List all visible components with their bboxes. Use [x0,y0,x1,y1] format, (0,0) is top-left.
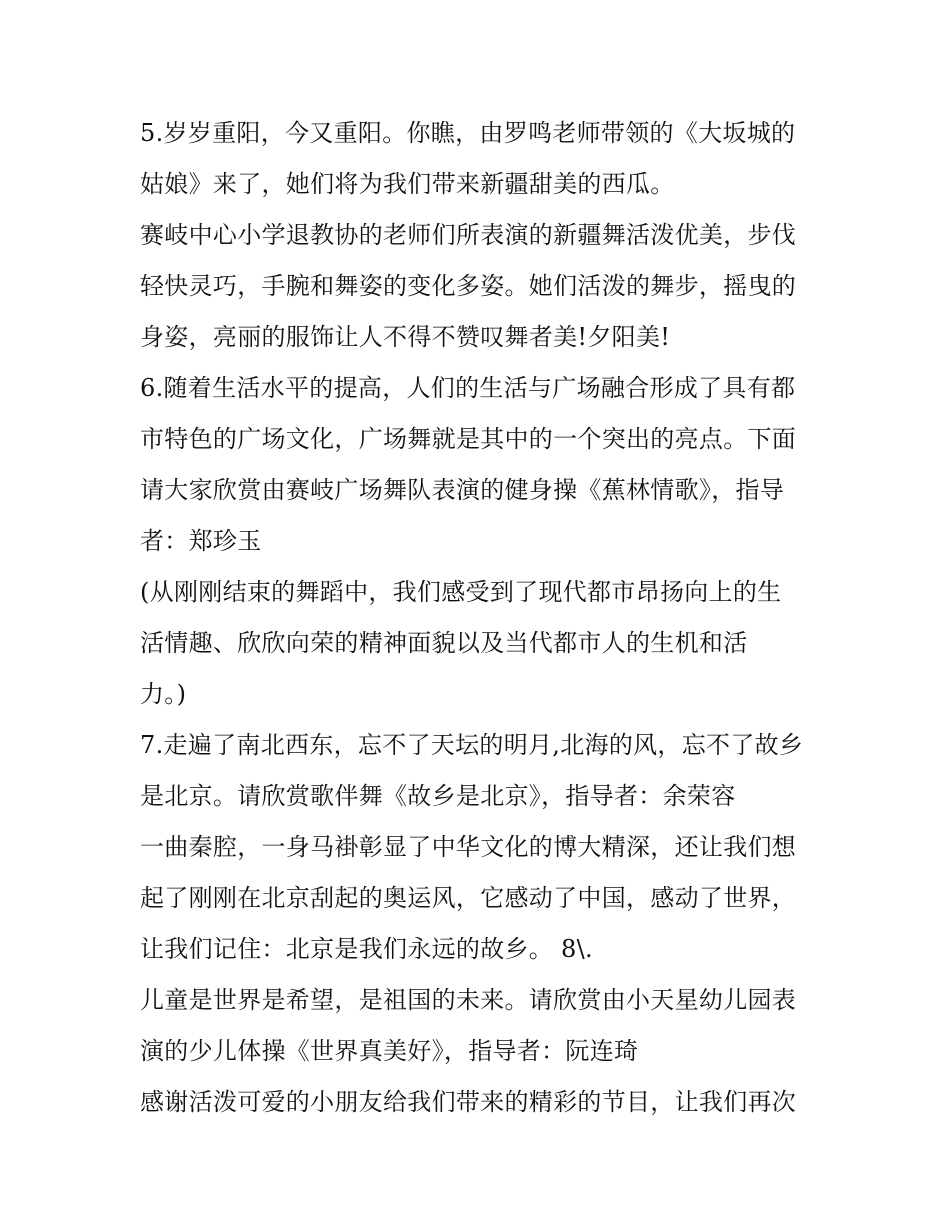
text-line-12: 力。) [140,680,187,708]
text-line-11: 活情趣、欣欣向荣的精神面貌以及当代都市人的生机和活 [140,629,748,657]
text-line-14: 是北京。请欣赏歌伴舞《故乡是北京》，指导者：余荣容 [140,782,736,810]
text-line-4: 轻快灵巧，手腕和舞姿的变化多姿。她们活泼的舞步，摇曳的 [140,272,797,300]
document-body [140,108,820,1128]
text-line-5: 身姿，亮丽的服饰让人不得不赞叹舞者美!夕阳美! [140,323,671,351]
text-line-20: 感谢活泼可爱的小朋友给我们带来的精彩的节目，让我们再次 [140,1088,797,1116]
text-line-16: 起了刚刚在北京刮起的奥运风，它感动了中国，感动了世界， [140,884,797,912]
text-line-3: 赛岐中心小学退教协的老师们所表演的新疆舞活泼优美，步伐 [140,221,797,249]
text-line-10: (从刚刚结束的舞蹈中，我们感受到了现代都市昂扬向上的生 [140,578,782,606]
text-line-15: 一曲秦腔，一身马褂彰显了中华文化的博大精深，还让我们想 [140,833,797,861]
text-line-9: 者：郑珍玉 [140,527,262,555]
text-line-8: 请大家欣赏由赛岐广场舞队表演的健身操《蕉林情歌》，指导 [140,476,785,504]
text-line-6: 6.随着生活水平的提高，人们的生活与广场融合形成了具有都 [140,374,796,402]
text-line-7: 市特色的广场文化，广场舞就是其中的一个突出的亮点。下面 [140,425,797,453]
text-line-1: 5.岁岁重阳，今又重阳。你瞧，由罗鸣老师带领的《大坂城的 [140,119,796,147]
text-line-2: 姑娘》来了，她们将为我们带来新疆甜美的西瓜。 [140,170,675,198]
text-line-17: 让我们记住：北京是我们永远的故乡。 8\. [140,935,593,963]
text-line-18: 儿童是世界是希望，是祖国的未来。请欣赏由小天星幼儿园表 [140,986,797,1014]
text-line-19: 演的少儿体操《世界真美好》，指导者：阮连琦 [140,1037,639,1065]
text-line-13: 7.走遍了南北西东，忘不了天坛的明月,北海的风，忘不了故乡 [140,731,804,759]
